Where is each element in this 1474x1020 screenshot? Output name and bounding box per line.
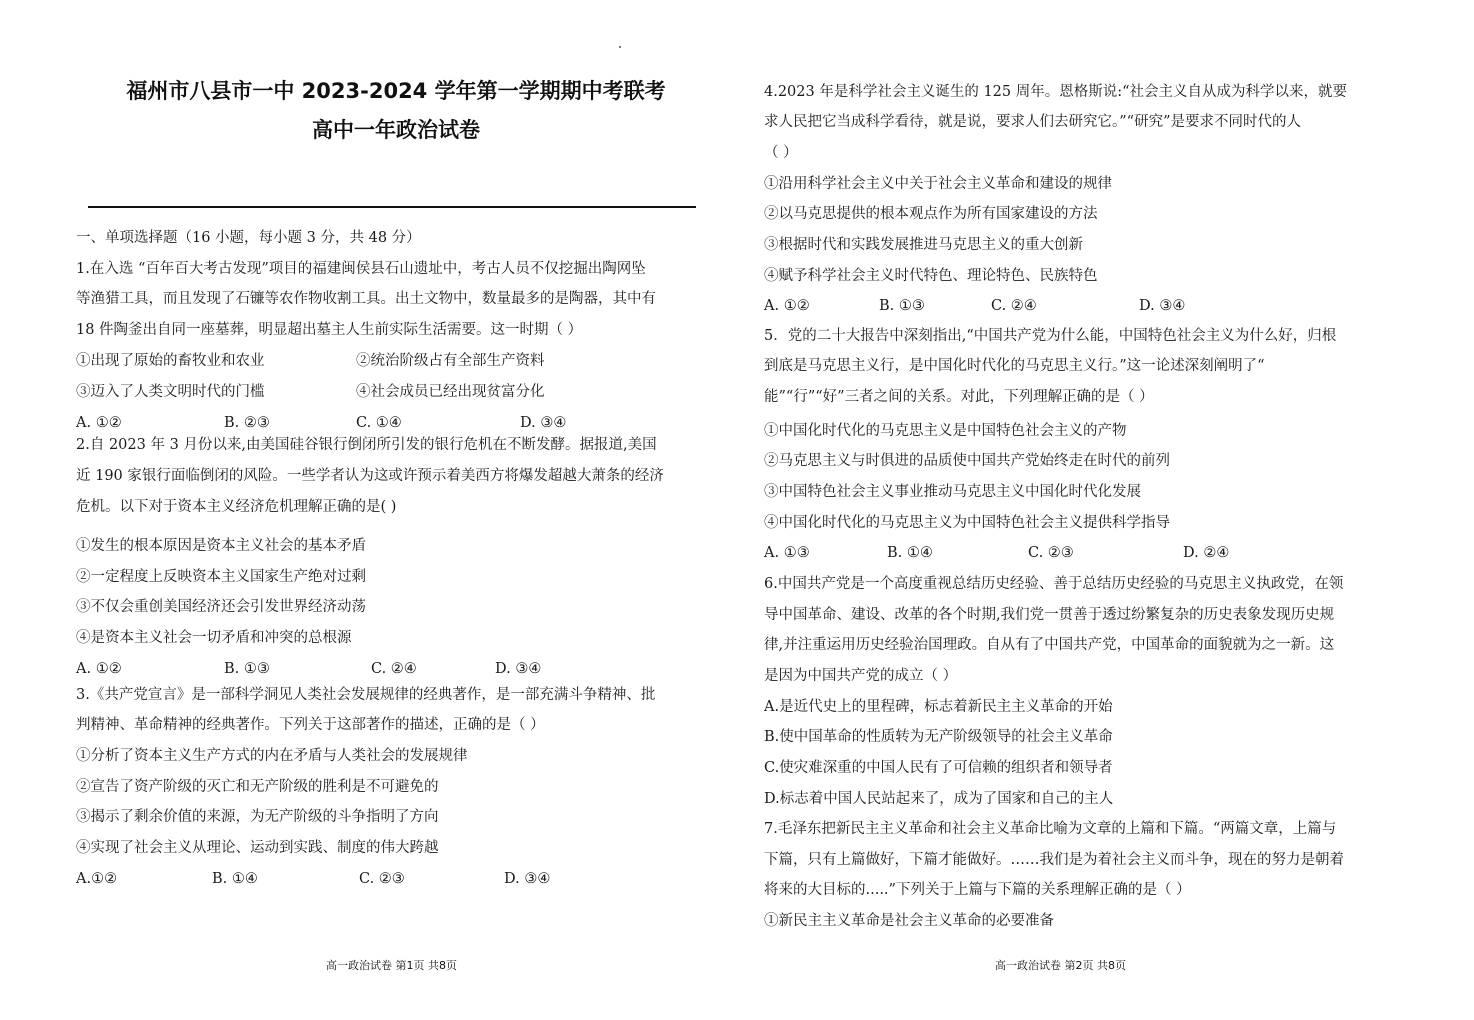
q2-choice: A. ①② <box>76 661 122 677</box>
page-footer: 高一政治试卷 第2页 共8页 <box>995 959 1126 972</box>
q1-choice: A. ①② <box>76 415 122 431</box>
q2-line: 2.自 2023 年 3 月份以来,由美国硅谷银行倒闭所引发的银行危机在不断发酵。据报道,美国 <box>76 437 657 453</box>
q1-line: 等渔猎工具，而且发现了石镰等农作物收割工具。出土文物中，数量最多的是陶器，其中有 <box>76 291 656 307</box>
q3-item: ③揭示了剩余价值的来源，为无产阶级的斗争指明了方向 <box>76 809 439 825</box>
q2-line: 近 190 家银行面临倒闭的风险。一些学者认为这或许预示着美西方将爆发超越大萧条的经济 <box>76 468 664 484</box>
q1-line: 1.在入选 “百年百大考古发现”项目的福建闽侯县石山遗址中，考古人员不仅挖掘出陶网坠 <box>76 261 646 277</box>
page-footer: 高一政治试卷 第1页 共8页 <box>326 959 457 972</box>
q3-choice: C. ②③ <box>359 871 405 887</box>
q6-line: 导中国革命、建设、改革的各个时期,我们党一贯善于透过纷繁复杂的历史表象发现历史规 <box>764 607 1335 623</box>
q6-choice: A.是近代史上的里程碑，标志着新民主主义革命的开始 <box>764 699 1113 715</box>
q3-choice: A.①② <box>76 871 118 887</box>
q7-line: 下篇，只有上篇做好，下篇才能做好。……我们是为着社会主义而斗争，现在的努力是朝着 <box>764 852 1344 868</box>
q4-choice: A. ①② <box>764 298 810 314</box>
q6-line: 6.中国共产党是一个高度重视总结历史经验、善于总结历史经验的马克思主义执政党，在领 <box>764 576 1344 592</box>
q7-line: 7.毛泽东把新民主主义革命和社会主义革命比喻为文章的上篇和下篇。“两篇文章，上篇与 <box>764 821 1337 837</box>
q5-item: ③中国特色社会主义事业推动马克思主义中国化时代化发展 <box>764 484 1141 500</box>
q2-choice: D. ③④ <box>495 661 542 677</box>
q2-item: ①发生的根本原因是资本主义社会的基本矛盾 <box>76 538 366 554</box>
q1-item: ④社会成员已经出现贫富分化 <box>356 384 545 400</box>
q3-item: ④实现了社会主义从理论、运动到实践、制度的伟大跨越 <box>76 840 439 856</box>
q3-item: ①分析了资本主义生产方式的内在矛盾与人类社会的发展规律 <box>76 748 468 764</box>
exam-title-line1: 福州市八县市一中 2023-2024 学年第一学期期中考联考 <box>126 79 666 103</box>
q1-item: ②统治阶级占有全部生产资料 <box>356 353 545 369</box>
q3-line: 判精神、革命精神的经典著作。下列关于这部著作的描述，正确的是（ ） <box>76 717 545 733</box>
q2-item: ③不仅会重创美国经济还会引发世界经济动荡 <box>76 599 366 615</box>
q5-line: 到底是马克思主义行，是中国化时代化的马克思主义行。”这一论述深刻阐明了“ <box>764 358 1265 374</box>
section-heading: 一、单项选择题（16 小题，每小题 3 分，共 48 分） <box>76 230 421 246</box>
exam-title-line2: 高中一年政治试卷 <box>312 118 480 142</box>
q1-choice: C. ①④ <box>356 415 402 431</box>
q2-choice: B. ①③ <box>224 661 270 677</box>
q2-item: ②一定程度上反映资本主义国家生产绝对过剩 <box>76 569 366 585</box>
q4-line: （ ） <box>764 145 798 161</box>
q5-choice: C. ②③ <box>1028 545 1074 561</box>
q4-line: 求人民把它当成科学看待，就是说，要求人们去研究它。”“研究”是要求不同时代的人 <box>764 114 1301 130</box>
q5-line: 5．党的二十大报告中深刻指出,“中国共产党为什么能，中国特色社会主义为什么好，归根 <box>764 328 1337 344</box>
title-divider <box>88 206 696 208</box>
q5-line: 能”“行”“好”三者之间的关系。对此，下列理解正确的是（ ） <box>764 389 1154 405</box>
q6-choice: D.标志着中国人民站起来了，成为了国家和自己的主人 <box>764 791 1114 807</box>
q3-choice: D. ③④ <box>504 871 551 887</box>
q2-item: ④是资本主义社会一切矛盾和冲突的总根源 <box>76 630 352 646</box>
q5-item: ①中国化时代化的马克思主义是中国特色社会主义的产物 <box>764 423 1127 439</box>
q4-item: ②以马克思提供的根本观点作为所有国家建设的方法 <box>764 206 1098 222</box>
scan-speck <box>619 46 621 48</box>
q4-item: ③根据时代和实践发展推进马克思主义的重大创新 <box>764 237 1083 253</box>
q4-item: ①沿用科学社会主义中关于社会主义革命和建设的规律 <box>764 176 1112 192</box>
q1-item: ③迈入了人类文明时代的门槛 <box>76 384 265 400</box>
q2-line: 危机。以下对于资本主义经济危机理解正确的是( ) <box>76 499 397 515</box>
q1-choice: D. ③④ <box>520 415 567 431</box>
q6-line: 律,并注重运用历史经验治国理政。自从有了中国共产党，中国革命的面貌就为之一新。这 <box>764 637 1335 653</box>
q4-choice: B. ①③ <box>879 298 925 314</box>
q4-choice: C. ②④ <box>991 298 1037 314</box>
q7-item: ①新民主主义革命是社会主义革命的必要准备 <box>764 913 1054 929</box>
q7-line: 将来的大目标的.....”下列关于上篇与下篇的关系理解正确的是（ ） <box>764 882 1191 898</box>
q3-choice: B. ①④ <box>212 871 258 887</box>
q4-item: ④赋予科学社会主义时代特色、理论特色、民族特色 <box>764 268 1098 284</box>
q1-item: ①出现了原始的畜牧业和农业 <box>76 353 265 369</box>
q6-choice: C.使灾难深重的中国人民有了可信赖的组织者和领导者 <box>764 760 1113 776</box>
q5-choice: A. ①③ <box>764 545 810 561</box>
q5-item: ④中国化时代化的马克思主义为中国特色社会主义提供科学指导 <box>764 515 1170 531</box>
q4-line: 4.2023 年是科学社会主义诞生的 125 周年。恩格斯说:“社会主义自从成为科学以来，就要 <box>764 84 1348 100</box>
q6-line: 是因为中国共产党的成立（ ） <box>764 668 958 684</box>
q6-choice: B.使中国革命的性质转为无产阶级领导的社会主义革命 <box>764 729 1113 745</box>
q1-choice: B. ②③ <box>224 415 270 431</box>
q2-choice: C. ②④ <box>371 661 417 677</box>
q5-choice: D. ②④ <box>1183 545 1230 561</box>
q1-line: 18 件陶釜出自同一座墓葬，明显超出墓主人生前实际生活需要。这一时期（ ） <box>76 322 583 338</box>
q3-item: ②宣告了资产阶级的灭亡和无产阶级的胜利是不可避免的 <box>76 779 439 795</box>
q4-choice: D. ③④ <box>1139 298 1186 314</box>
q5-item: ②马克思主义与时俱进的品质使中国共产党始终走在时代的前列 <box>764 453 1170 469</box>
q3-line: 3.《共产党宣言》是一部科学洞见人类社会发展规律的经典著作，是一部充满斗争精神、批 <box>76 687 656 703</box>
q5-choice: B. ①④ <box>887 545 933 561</box>
